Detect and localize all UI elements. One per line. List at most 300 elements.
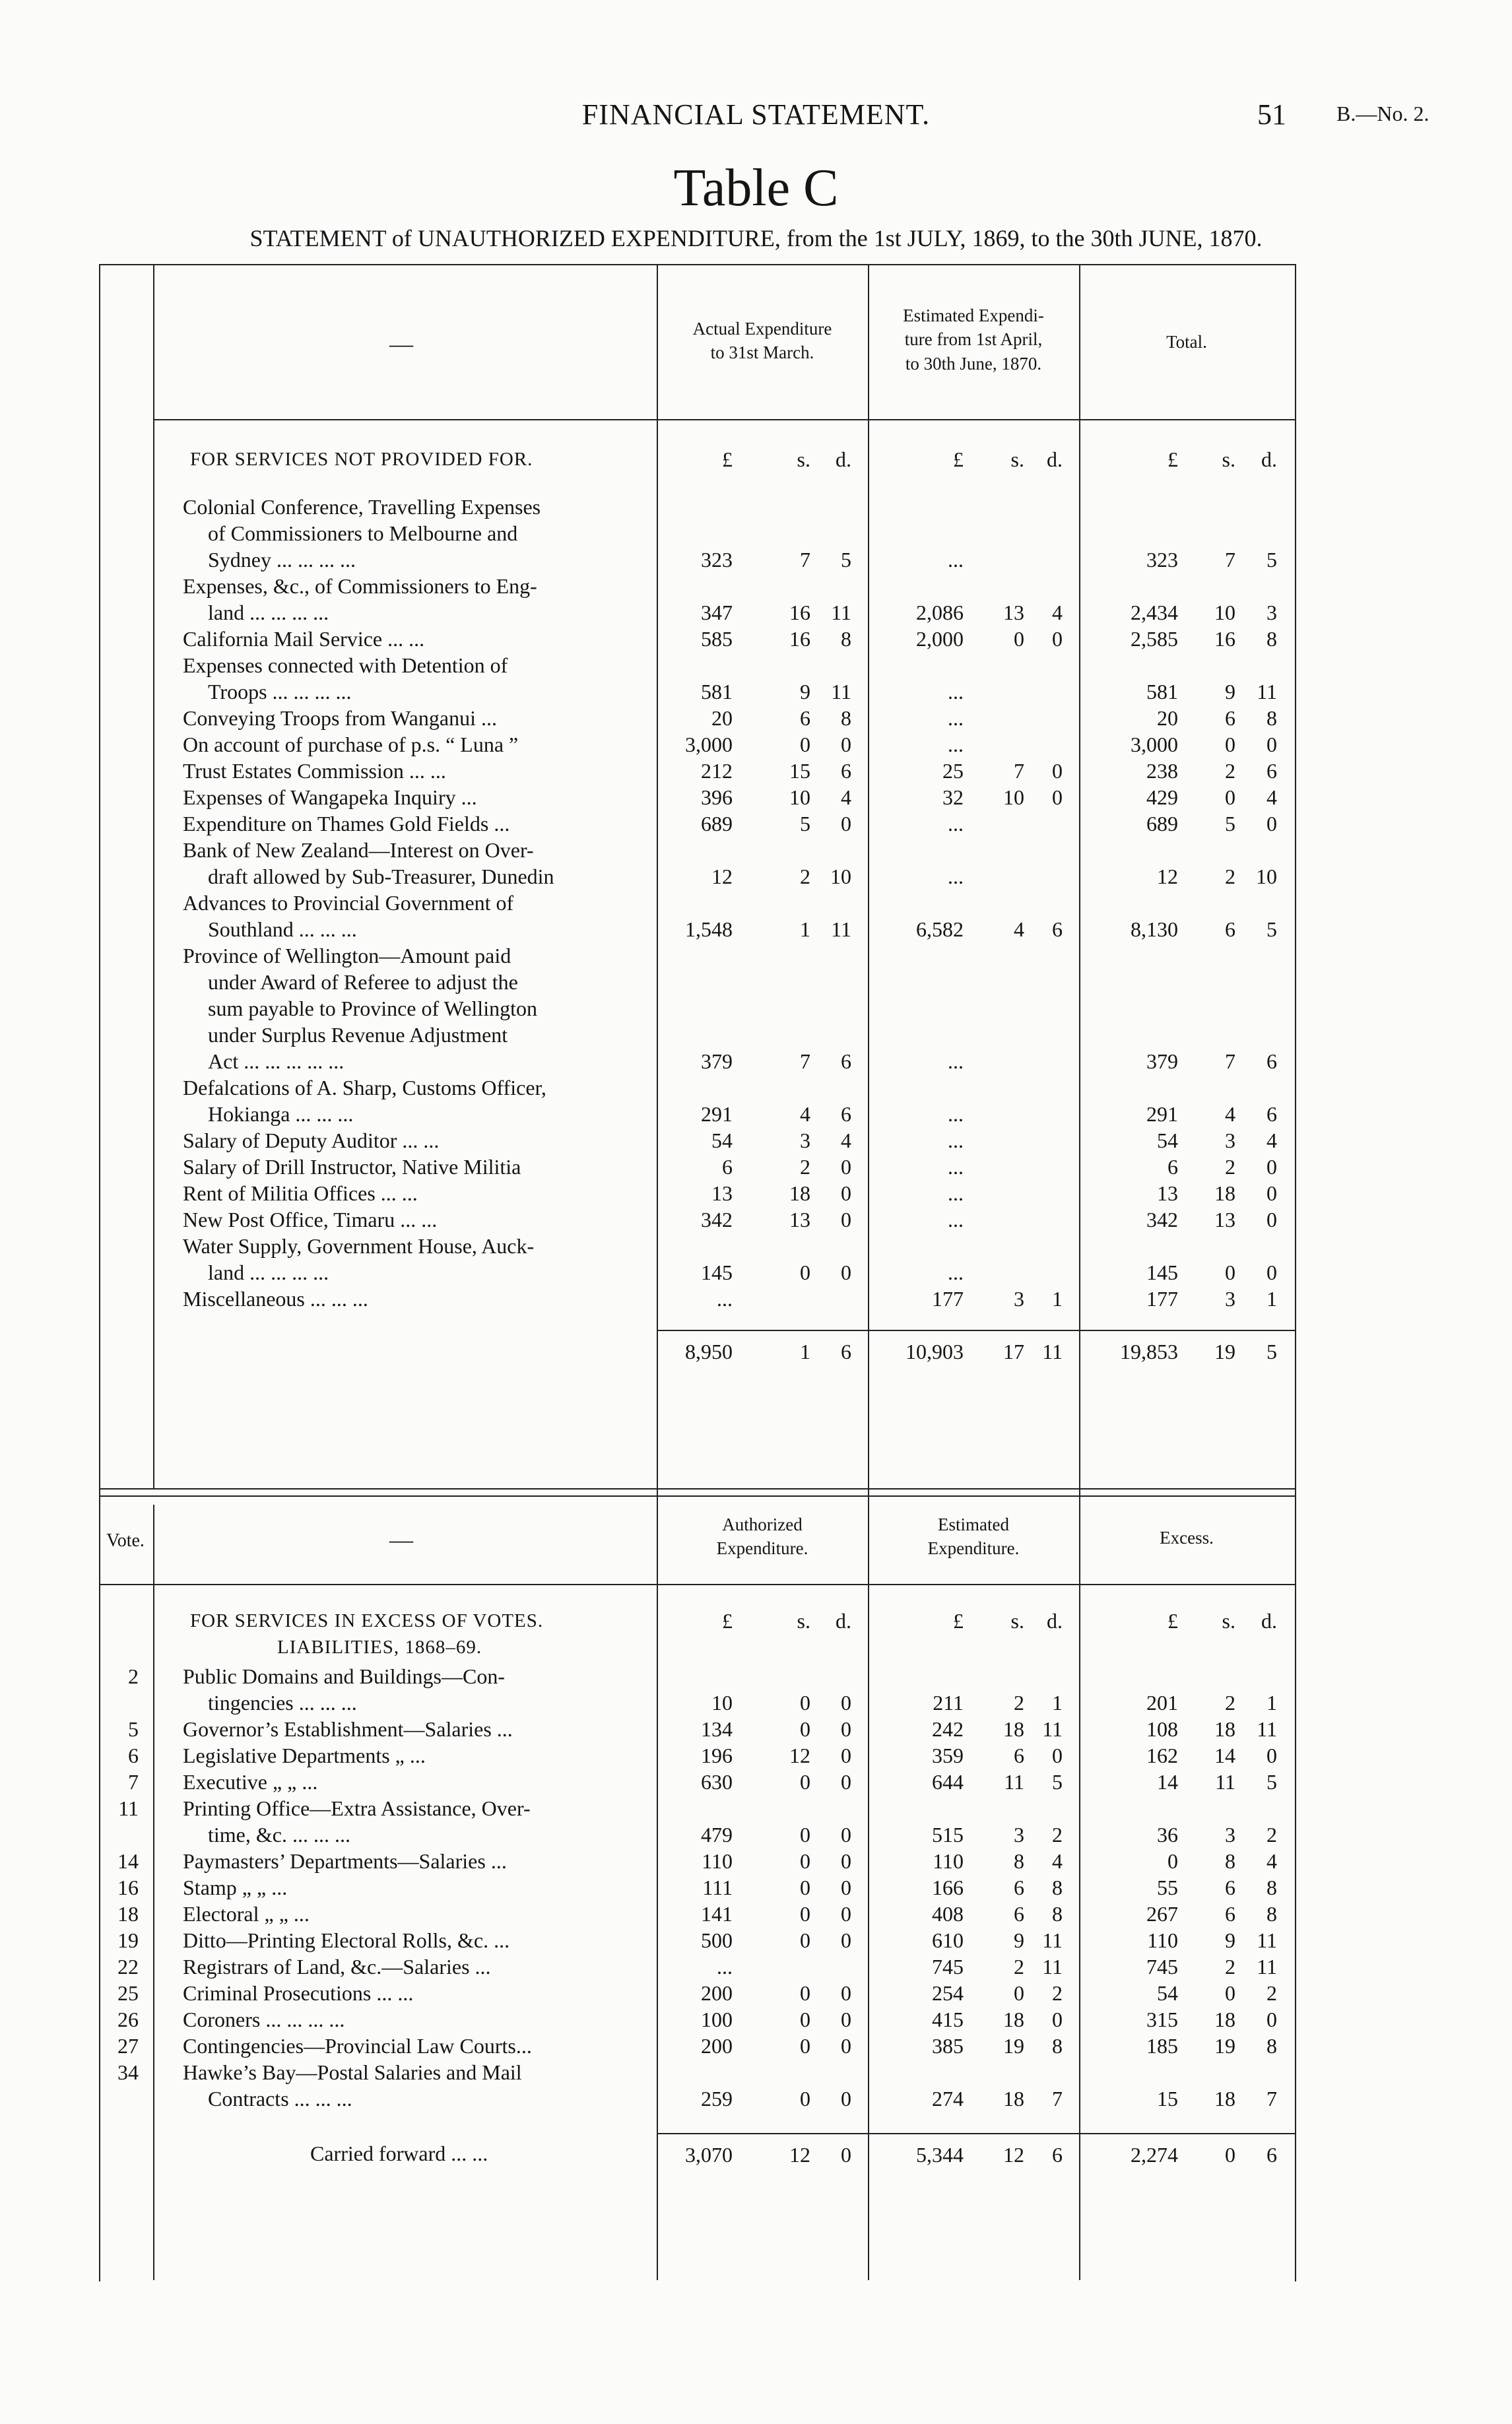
- part2-row-14-col3-shillings: 18: [1214, 2087, 1235, 2111]
- vote-number: 34: [117, 2060, 139, 2084]
- lsd-head-col2-shillings: s.: [1010, 447, 1024, 471]
- part1-row-7-col1-shillings: 15: [789, 759, 810, 783]
- item-text: Conveying Troops from Wanganui ...: [183, 706, 497, 730]
- item-text: Expenses, &c., of Commissioners to Eng-: [183, 574, 537, 598]
- part1-row-15-col1-pence: 0: [841, 1155, 851, 1179]
- item-text: draft allowed by Sub-Treasurer, Dunedin: [208, 865, 554, 888]
- part2-row-12-col1-pounds: 100: [701, 2008, 733, 2031]
- part2-total-col2-pence: 6: [1052, 2143, 1063, 2167]
- part1-row-9-col1-shillings: 5: [800, 812, 810, 835]
- item-text: Advances to Provincial Government of: [183, 891, 514, 915]
- part2-row-7-col1-pence: 0: [841, 1876, 851, 1899]
- part1-total-col1-pence: 6: [841, 1340, 851, 1363]
- part1-row-11-col1-shillings: 1: [800, 917, 810, 941]
- part1-row-15-col1-shillings: 2: [800, 1155, 810, 1179]
- part1-row-17-col3-shillings: 13: [1214, 1208, 1235, 1231]
- part2-row-4-col1-pounds: 630: [701, 1770, 733, 1794]
- part1-row-14-col1-pounds: 54: [711, 1129, 733, 1152]
- part1-row-11-col3-shillings: 6: [1225, 917, 1235, 941]
- part1-row-5-col2-pounds: ...: [948, 706, 964, 730]
- part1-row-1-col1-pence: 5: [841, 548, 851, 572]
- part2-row-12-col2-pence: 0: [1052, 2008, 1063, 2031]
- part2-row-13-col1-pence: 0: [841, 2034, 851, 2058]
- lsd-head-col1-shillings: s.: [797, 1609, 810, 1633]
- part2-row-7-col2-pence: 8: [1052, 1876, 1063, 1899]
- lsd-head-col2-shillings: s.: [1010, 1609, 1024, 1633]
- part1-row-6-col3-pence: 0: [1266, 733, 1277, 756]
- rule-total2: [657, 2133, 1295, 2134]
- part1-row-7-col2-pence: 0: [1052, 759, 1063, 783]
- part1-row-14-col3-pence: 4: [1266, 1129, 1277, 1152]
- part2-col3-header-line: Excess.: [1160, 1528, 1214, 1548]
- part2-row-9-col2-pence: 11: [1042, 1928, 1063, 1952]
- part1-total-col2-pounds: 10,903: [905, 1340, 964, 1363]
- part1-row-11-col1-pence: 11: [831, 917, 851, 941]
- part1-row-11-col2-pence: 6: [1052, 917, 1063, 941]
- page-header: [0, 98, 1512, 137]
- vote-number: 16: [117, 1876, 139, 1899]
- part2-row-7-col3-pounds: 55: [1157, 1876, 1178, 1899]
- part1-col1-header-line: to 31st March.: [710, 343, 814, 363]
- part2-row-12-col1-shillings: 0: [800, 2008, 810, 2031]
- part2-row-10-col2-pence: 11: [1042, 1955, 1063, 1979]
- part1-row-19-col3-pence: 1: [1266, 1287, 1277, 1311]
- item-text: Printing Office—Extra Assistance, Over-: [183, 1796, 531, 1820]
- part1-row-7-col1-pounds: 212: [701, 759, 733, 783]
- item-text: time, &c. ... ... ...: [208, 1823, 350, 1847]
- part2-row-11-col3-shillings: 0: [1225, 1981, 1235, 2005]
- part1-row-19-col2-pence: 1: [1052, 1287, 1063, 1311]
- part2-row-10-col3-pounds: 745: [1146, 1955, 1178, 1979]
- part1-row-3-col3-shillings: 16: [1214, 627, 1235, 651]
- item-text: Hawke’s Bay—Postal Salaries and Mail: [183, 2060, 522, 2084]
- part1-row-16-col1-shillings: 18: [789, 1181, 810, 1205]
- part1-row-3-col1-pence: 8: [841, 627, 851, 651]
- part2-row-2-col3-pence: 11: [1257, 1717, 1277, 1741]
- part2-row-3-col1-shillings: 12: [789, 1744, 810, 1767]
- table-subtitle: STATEMENT of UNAUTHORIZED EXPENDITURE, from the 1st JULY, 1869, to the 30th JUNE, 1870.: [249, 225, 1263, 251]
- part2-col3-header: [1081, 1526, 1292, 1550]
- rule-head1: [153, 419, 1295, 420]
- part2-row-2-col2-shillings: 18: [1003, 1717, 1024, 1741]
- part2-row-9-col3-pounds: 110: [1147, 1928, 1178, 1952]
- part2-row-10-col2-shillings: 2: [1014, 1955, 1024, 1979]
- part1-row-14-col2-pounds: ...: [948, 1129, 964, 1152]
- part1-row-6-col1-shillings: 0: [800, 733, 810, 756]
- item-text: Legislative Departments „ ...: [183, 1744, 426, 1767]
- part1-row-16-col3-shillings: 18: [1214, 1181, 1235, 1205]
- part1-row-4-col2-pounds: ...: [948, 680, 964, 704]
- part2-row-6-col2-pence: 4: [1052, 1849, 1063, 1873]
- item-text: California Mail Service ... ...: [183, 627, 425, 651]
- part1-row-10-col1-shillings: 2: [800, 865, 810, 888]
- part2-row-14-line-1: [0, 2059, 1512, 2085]
- part2-row-13-col3-pence: 8: [1266, 2034, 1277, 2058]
- part1-section-heading: FOR SERVICES NOT PROVIDED FOR.: [190, 449, 533, 470]
- lsd-head-col1-pence: d.: [836, 447, 851, 471]
- part1-row-8-col3-pence: 4: [1266, 785, 1277, 809]
- part2-subsection-heading: LIABILITIES, 1868–69.: [277, 1637, 482, 1658]
- part2-row-1-line-1: [0, 1663, 1512, 1689]
- item-text: Bank of New Zealand—Interest on Over-: [183, 838, 534, 862]
- item-text: Hokianga ... ... ...: [208, 1102, 354, 1126]
- part1-row-15-col3-pence: 0: [1266, 1155, 1277, 1179]
- item-text: under Surplus Revenue Adjustment: [208, 1023, 508, 1047]
- lsd-head-col3-pence: d.: [1261, 1609, 1277, 1633]
- part1-row-7-col2-pounds: 25: [942, 759, 964, 783]
- page-number: 51: [1257, 98, 1286, 131]
- part1-row-12-col1-pounds: 379: [701, 1049, 733, 1073]
- part2-row-9-col3-pence: 11: [1257, 1928, 1277, 1952]
- part1-total-col2-shillings: 17: [1003, 1340, 1024, 1363]
- part2-row-14-col1-pounds: 259: [701, 2087, 733, 2111]
- part2-row-5-col2-pence: 2: [1052, 1823, 1063, 1847]
- part2-col1-header-line: Authorized: [722, 1515, 803, 1534]
- part2-row-4-col3-pence: 5: [1266, 1770, 1277, 1794]
- part1-row-10-col3-pence: 10: [1256, 865, 1277, 888]
- vote-number: 19: [117, 1928, 139, 1952]
- part2-row-4-col1-shillings: 0: [800, 1770, 810, 1794]
- part2-row-14-col1-shillings: 0: [800, 2087, 810, 2111]
- part2-row-2-col2-pence: 11: [1042, 1717, 1063, 1741]
- part1-total-col1-shillings: 1: [800, 1340, 810, 1363]
- vote-number: 7: [128, 1770, 139, 1794]
- part1-total-col3-shillings: 19: [1214, 1340, 1235, 1363]
- item-text: Registrars of Land, &c.—Salaries ...: [183, 1955, 491, 1979]
- part1-row-4-line-1: [0, 652, 1512, 678]
- part2-row-9-col1-pence: 0: [841, 1928, 851, 1952]
- part2-row-10-col3-shillings: 2: [1225, 1955, 1235, 1979]
- part1-row-8-col1-pounds: 396: [701, 785, 733, 809]
- part1-row-13-col2-pounds: ...: [948, 1102, 964, 1126]
- part2-col2-header: [868, 1513, 1079, 1561]
- part2-row-1-col1-pounds: 10: [711, 1691, 733, 1715]
- part2-row-6-col3-pence: 4: [1266, 1849, 1277, 1873]
- part2-row-3-col2-pounds: 359: [932, 1744, 964, 1767]
- part1-row-6-col3-shillings: 0: [1225, 733, 1235, 756]
- part2-col1-header-line: Expenditure.: [716, 1538, 808, 1559]
- vote-number: 14: [117, 1849, 139, 1873]
- part2-row-2-col3-shillings: 18: [1214, 1717, 1235, 1741]
- part1-row-4-col3-pounds: 581: [1146, 680, 1178, 704]
- part1-row-3-col2-pence: 0: [1052, 627, 1063, 651]
- part2-label-dash: —: [389, 1526, 413, 1553]
- part1-row-3-col3-pounds: 2,585: [1131, 627, 1178, 651]
- part1-row-19-line-1: [0, 1286, 1512, 1312]
- part1-row-5-col3-pence: 8: [1266, 706, 1277, 730]
- part1-row-12-line-2: [0, 969, 1512, 995]
- lsd-head-col3-shillings: s.: [1222, 1609, 1235, 1633]
- part1-row-2-col2-shillings: 13: [1003, 601, 1024, 624]
- part1-row-8-col2-shillings: 10: [1003, 785, 1024, 809]
- part1-row-18-col3-pence: 0: [1266, 1261, 1277, 1284]
- part1-row-12-line-3: [0, 995, 1512, 1022]
- part2-row-6-col1-shillings: 0: [800, 1849, 810, 1873]
- part1-col2-header: [868, 304, 1079, 376]
- item-text: Southland ... ... ...: [208, 917, 357, 941]
- part2-row-13-col1-pounds: 200: [701, 2034, 733, 2058]
- lsd-head-col2-pounds: £: [953, 1609, 964, 1633]
- part2-row-2-col3-pounds: 108: [1146, 1717, 1178, 1741]
- part1-row-1-col1-pounds: 323: [701, 548, 733, 572]
- part1-row-17-col3-pence: 0: [1266, 1208, 1277, 1231]
- item-text: Trust Estates Commission ... ...: [183, 759, 446, 783]
- part1-row-18-col1-pounds: 145: [701, 1261, 733, 1284]
- part2-row-7-col1-shillings: 0: [800, 1876, 810, 1899]
- part2-row-1-col2-pounds: 211: [933, 1691, 964, 1715]
- part2-row-12-col1-pence: 0: [841, 2008, 851, 2031]
- part2-row-1-col3-pounds: 201: [1146, 1691, 1178, 1715]
- part2-row-3-col2-shillings: 6: [1014, 1744, 1024, 1767]
- item-text: Criminal Prosecutions ... ...: [183, 1981, 414, 2005]
- rule-head2: [99, 1584, 1295, 1585]
- lsd-head-col3-pence: d.: [1261, 447, 1277, 471]
- part1-row-9-col3-pounds: 689: [1146, 812, 1178, 835]
- part2-row-5-col3-shillings: 3: [1225, 1823, 1235, 1847]
- part1-row-6-col2-pounds: ...: [948, 733, 964, 756]
- item-text: Water Supply, Government House, Auck-: [183, 1234, 535, 1258]
- item-text: Expenses of Wangapeka Inquiry ...: [183, 785, 477, 809]
- part1-row-17-col1-pence: 0: [841, 1208, 851, 1231]
- part1-row-12-col1-pence: 6: [841, 1049, 851, 1073]
- part2-total-col1-pence: 0: [841, 2143, 851, 2167]
- part2-row-1-col1-pence: 0: [841, 1691, 851, 1715]
- part1-row-6-col1-pounds: 3,000: [685, 733, 733, 756]
- item-text: Coroners ... ... ... ...: [183, 2008, 345, 2031]
- part1-col1-header: [657, 317, 868, 365]
- item-text: Miscellaneous ... ... ...: [183, 1287, 368, 1311]
- part2-row-4-col3-shillings: 11: [1215, 1770, 1235, 1794]
- part2-row-12-col3-pounds: 315: [1146, 2008, 1178, 2031]
- part1-row-13-line-1: [0, 1074, 1512, 1101]
- part1-row-18-col3-pounds: 145: [1146, 1261, 1178, 1284]
- part2-col2-header-line: Estimated: [938, 1515, 1009, 1534]
- part1-row-17-col3-pounds: 342: [1146, 1208, 1178, 1231]
- part2-row-13-col3-shillings: 19: [1214, 2034, 1235, 2058]
- part2-row-10-line-1: [0, 1953, 1512, 1980]
- item-text: On account of purchase of p.s. “ Luna ”: [183, 733, 519, 756]
- part2-row-6-col3-shillings: 8: [1225, 1849, 1235, 1873]
- part1-row-2-col1-shillings: 16: [789, 601, 810, 624]
- part2-row-4-col2-pounds: 644: [932, 1770, 964, 1794]
- part2-row-3-col1-pence: 0: [841, 1744, 851, 1767]
- part2-row-3-col2-pence: 0: [1052, 1744, 1063, 1767]
- item-text: sum payable to Province of Wellington: [208, 997, 537, 1020]
- part1-row-18-col3-shillings: 0: [1225, 1261, 1235, 1284]
- part1-row-3-col2-shillings: 0: [1014, 627, 1024, 651]
- part2-total-col2-pounds: 5,344: [916, 2143, 964, 2167]
- part1-row-16-col1-pence: 0: [841, 1181, 851, 1205]
- part1-label-dash: —: [389, 331, 413, 357]
- part1-row-2-col3-pence: 3: [1266, 601, 1277, 624]
- part2-row-7-col3-shillings: 6: [1225, 1876, 1235, 1899]
- vote-number: 26: [117, 2008, 139, 2031]
- part2-col2-header-line: Expenditure.: [927, 1538, 1020, 1559]
- part1-row-10-col3-pounds: 12: [1157, 865, 1178, 888]
- part1-row-7-col2-shillings: 7: [1014, 759, 1024, 783]
- part1-row-9-col1-pounds: 689: [701, 812, 733, 835]
- part1-row-8-col1-shillings: 10: [789, 785, 810, 809]
- part1-row-13-col1-pounds: 291: [701, 1102, 733, 1126]
- part1-total-col2-pence: 11: [1042, 1340, 1063, 1363]
- part2-row-4-col3-pounds: 14: [1157, 1770, 1178, 1794]
- part2-row-8-col2-pounds: 408: [932, 1902, 964, 1926]
- lsd-head-col1-pounds: £: [722, 447, 733, 471]
- vote-number: 11: [118, 1796, 139, 1820]
- part1-row-10-col2-pounds: ...: [948, 865, 964, 888]
- part1-row-17-col1-shillings: 13: [789, 1208, 810, 1231]
- part1-row-7-col1-pence: 6: [841, 759, 851, 783]
- part1-row-13-col3-pence: 6: [1266, 1102, 1277, 1126]
- part2-row-13-col1-shillings: 0: [800, 2034, 810, 2058]
- item-text: Rent of Militia Offices ... ...: [183, 1181, 418, 1205]
- part2-row-6-col1-pounds: 110: [702, 1849, 733, 1873]
- part1-row-15-col3-pounds: 6: [1167, 1155, 1178, 1179]
- item-text: Expenditure on Thames Gold Fields ...: [183, 812, 510, 835]
- part1-row-2-col2-pence: 4: [1052, 601, 1063, 624]
- part1-row-14-col3-shillings: 3: [1225, 1129, 1235, 1152]
- part2-total-col3-pence: 6: [1266, 2143, 1277, 2167]
- part1-row-7-col3-pence: 6: [1266, 759, 1277, 783]
- part1-row-19-col3-shillings: 3: [1225, 1287, 1235, 1311]
- item-text: Electoral „ „ ...: [183, 1902, 310, 1926]
- part1-row-8-col2-pounds: 32: [942, 785, 964, 809]
- part2-row-6-col2-shillings: 8: [1014, 1849, 1024, 1873]
- part1-row-2-col3-shillings: 10: [1214, 601, 1235, 624]
- part2-row-3-col1-pounds: 196: [701, 1744, 733, 1767]
- part2-row-7-col2-shillings: 6: [1014, 1876, 1024, 1899]
- part1-col3-header: [1081, 330, 1292, 354]
- part1-total-col1-pounds: 8,950: [685, 1340, 733, 1363]
- item-text: Public Domains and Buildings—Con-: [183, 1664, 505, 1688]
- lsd-head-col3-pounds: £: [1167, 1609, 1178, 1633]
- part1-row-9-col2-pounds: ...: [948, 812, 964, 835]
- part2-row-8-col3-pence: 8: [1266, 1902, 1277, 1926]
- carried-forward-label: Carried forward ... ...: [310, 2142, 488, 2165]
- part1-row-4-col1-shillings: 9: [800, 680, 810, 704]
- part2-row-14-col3-pence: 7: [1266, 2087, 1277, 2111]
- part1-row-11-line-1: [0, 890, 1512, 916]
- part1-row-16-col3-pence: 0: [1266, 1181, 1277, 1205]
- part1-row-8-col2-pence: 0: [1052, 785, 1063, 809]
- part1-row-4-col1-pence: 11: [831, 680, 851, 704]
- part1-row-12-col3-pounds: 379: [1146, 1049, 1178, 1073]
- item-text: Ditto—Printing Electoral Rolls, &c. ...: [183, 1928, 510, 1952]
- part1-row-6-col3-pounds: 3,000: [1131, 733, 1178, 756]
- part1-row-10-col1-pounds: 12: [711, 865, 733, 888]
- part1-row-18-col2-pounds: ...: [948, 1261, 964, 1284]
- item-text: of Commissioners to Melbourne and: [208, 521, 518, 545]
- lsd-head-col2-pence: d.: [1047, 447, 1063, 471]
- part1-row-19-col3-pounds: 177: [1146, 1287, 1178, 1311]
- item-text: Executive „ „ ...: [183, 1770, 318, 1794]
- rule-total1: [657, 1330, 1295, 1331]
- part1-row-14-col3-pounds: 54: [1157, 1129, 1178, 1152]
- part2-row-5-col3-pounds: 36: [1157, 1823, 1178, 1847]
- vote-number: 18: [117, 1902, 139, 1926]
- part2-total-col1-pounds: 3,070: [685, 2143, 733, 2167]
- part2-row-3-col3-pounds: 162: [1146, 1744, 1178, 1767]
- part1-row-2-col1-pounds: 347: [701, 601, 733, 624]
- part1-row-4-col3-shillings: 9: [1225, 680, 1235, 704]
- part2-total-col3-shillings: 0: [1225, 2143, 1235, 2167]
- part2-row-11-col3-pounds: 54: [1157, 1981, 1178, 2005]
- lsd-head-col3-shillings: s.: [1222, 447, 1235, 471]
- part2-row-9-col2-pounds: 610: [932, 1928, 964, 1952]
- part2-row-1-col2-pence: 1: [1052, 1691, 1063, 1715]
- part1-row-16-col2-pounds: ...: [948, 1181, 964, 1205]
- part1-row-12-line-1: [0, 942, 1512, 969]
- lsd-head-col2-pence: d.: [1047, 1609, 1063, 1633]
- part2-row-1-col1-shillings: 0: [800, 1691, 810, 1715]
- item-text: Contingencies—Provincial Law Courts...: [183, 2034, 532, 2058]
- part1-row-12-col1-shillings: 7: [800, 1049, 810, 1073]
- part1-col2-header-line: to 30th June, 1870.: [905, 353, 1042, 374]
- part1-row-5-col3-shillings: 6: [1225, 706, 1235, 730]
- part1-row-5-col1-pounds: 20: [711, 706, 733, 730]
- part1-col2-header-line: ture from 1st April,: [904, 329, 1043, 350]
- part1-col3-header-line: Total.: [1166, 332, 1207, 352]
- part1-row-3-col2-pounds: 2,000: [916, 627, 964, 651]
- document-reference: B.—No. 2.: [1336, 102, 1430, 125]
- item-text: Salary of Drill Instructor, Native Militia: [183, 1155, 521, 1179]
- part1-row-2-line-1: [0, 573, 1512, 599]
- part2-row-10-col3-pence: 11: [1257, 1955, 1277, 1979]
- part1-row-2-col1-pence: 11: [831, 601, 851, 624]
- part1-row-3-col3-pence: 8: [1266, 627, 1277, 651]
- part2-row-7-col3-pence: 8: [1266, 1876, 1277, 1899]
- part2-row-7-col2-pounds: 166: [932, 1876, 964, 1899]
- part2-row-8-col2-shillings: 6: [1014, 1902, 1024, 1926]
- rule-part-sep-b: [99, 1495, 1295, 1497]
- part2-row-9-col1-shillings: 0: [800, 1928, 810, 1952]
- part2-total-col1-shillings: 12: [789, 2143, 810, 2167]
- part2-row-7-col1-pounds: 111: [702, 1876, 733, 1899]
- part1-row-16-col3-pounds: 13: [1157, 1181, 1178, 1205]
- part2-row-1-col3-pence: 1: [1266, 1691, 1277, 1715]
- part1-row-2-col2-pounds: 2,086: [916, 601, 964, 624]
- part2-row-8-col1-pounds: 141: [701, 1902, 733, 1926]
- part2-row-3-col3-pence: 0: [1266, 1744, 1277, 1767]
- part2-row-5-col1-shillings: 0: [800, 1823, 810, 1847]
- part1-row-5-col1-pence: 8: [841, 706, 851, 730]
- part1-row-17-col2-pounds: ...: [948, 1208, 964, 1231]
- part2-row-8-col1-shillings: 0: [800, 1902, 810, 1926]
- part2-row-1-col2-shillings: 2: [1014, 1691, 1024, 1715]
- lsd-head-col2-pounds: £: [953, 447, 964, 471]
- item-text: Act ... ... ... ... ...: [208, 1049, 345, 1073]
- part2-row-9-col1-pounds: 500: [701, 1928, 733, 1952]
- vote-number: 27: [117, 2034, 139, 2058]
- part1-row-1-col3-pounds: 323: [1146, 548, 1178, 572]
- part2-row-4-col2-pence: 5: [1052, 1770, 1063, 1794]
- part1-row-4-col3-pence: 11: [1257, 680, 1277, 704]
- item-text: under Award of Referee to adjust the: [208, 970, 518, 994]
- part1-row-19-col1-pounds: ...: [717, 1287, 733, 1311]
- part2-row-2-col1-pounds: 134: [701, 1717, 733, 1741]
- part2-row-5-col1-pence: 0: [841, 1823, 851, 1847]
- part2-row-13-col3-pounds: 185: [1146, 2034, 1178, 2058]
- part1-row-12-line-4: [0, 1022, 1512, 1048]
- vote-number: 2: [128, 1664, 139, 1688]
- part2-row-11-col1-pounds: 200: [701, 1981, 733, 2005]
- part2-row-4-col1-pence: 0: [841, 1770, 851, 1794]
- part2-row-9-col3-shillings: 9: [1225, 1928, 1235, 1952]
- vote-number: 5: [128, 1717, 139, 1741]
- part2-row-14-col3-pounds: 15: [1157, 2087, 1178, 2111]
- part2-row-14-col2-pounds: 274: [932, 2087, 964, 2111]
- part1-row-12-col3-pence: 6: [1266, 1049, 1277, 1073]
